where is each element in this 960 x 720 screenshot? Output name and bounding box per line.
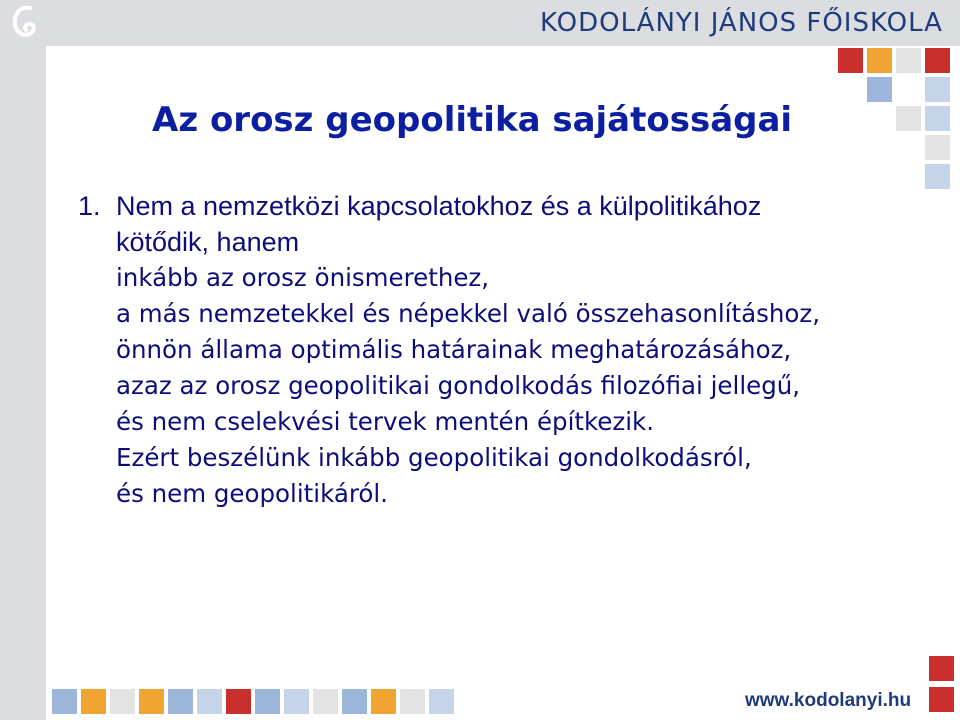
body-line: a más nemzetekkel és népekkel való összehasonlításhoz,: [116, 299, 821, 328]
decor-square: [139, 689, 164, 714]
decor-square: [110, 689, 135, 714]
decor-square: [168, 689, 193, 714]
decor-square: [226, 689, 251, 714]
decor-square: [342, 689, 367, 714]
header-banner: [0, 0, 960, 46]
decor-square: [925, 48, 950, 73]
body-line: és nem geopolitikáról.: [116, 479, 388, 508]
body-line: kötődik, hanem: [116, 227, 300, 257]
body-line: azaz az orosz geopolitikai gondolkodás filozófiai jellegű,: [116, 371, 801, 400]
slide-title: Az orosz geopolitika sajátosságai: [152, 100, 793, 140]
list-number: 1.: [78, 191, 101, 221]
decor-square: [925, 106, 950, 131]
body-line: önnön állama optimális határainak meghatározásához,: [116, 335, 792, 364]
decor-square: [896, 106, 921, 131]
college-brand-name: KODOLÁNYI JÁNOS FŐISKOLA: [540, 8, 943, 38]
decor-square: [896, 48, 921, 73]
decor-square: [925, 135, 950, 160]
decor-square: [867, 77, 892, 102]
decor-square: [429, 689, 454, 714]
left-band: [0, 0, 46, 720]
decor-square: [925, 164, 950, 189]
decor-square: [929, 656, 954, 681]
decor-square: [255, 689, 280, 714]
decor-square: [81, 689, 106, 714]
college-logo-icon: [10, 4, 40, 42]
body-line: Ezért beszélünk inkább geopolitikai gondolkodásról,: [116, 443, 752, 472]
decor-square: [838, 48, 863, 73]
decor-square: [925, 77, 950, 102]
body-line: 1. Nem a nemzetközi kapcsolatokhoz és a külpolitikához: [68, 188, 948, 224]
body-line: inkább az orosz önismerethez,: [116, 263, 490, 292]
slide-body: [68, 188, 948, 512]
decor-square: [284, 689, 309, 714]
body-line: és nem cselekvési tervek mentén építkezik.: [116, 407, 655, 436]
decor-square: [313, 689, 338, 714]
decor-square: [52, 689, 77, 714]
decor-square: [867, 48, 892, 73]
decor-square: [371, 689, 396, 714]
decor-square: [400, 689, 425, 714]
footer-website-url: www.kodolanyi.hu: [745, 690, 912, 711]
decor-square: [197, 689, 222, 714]
